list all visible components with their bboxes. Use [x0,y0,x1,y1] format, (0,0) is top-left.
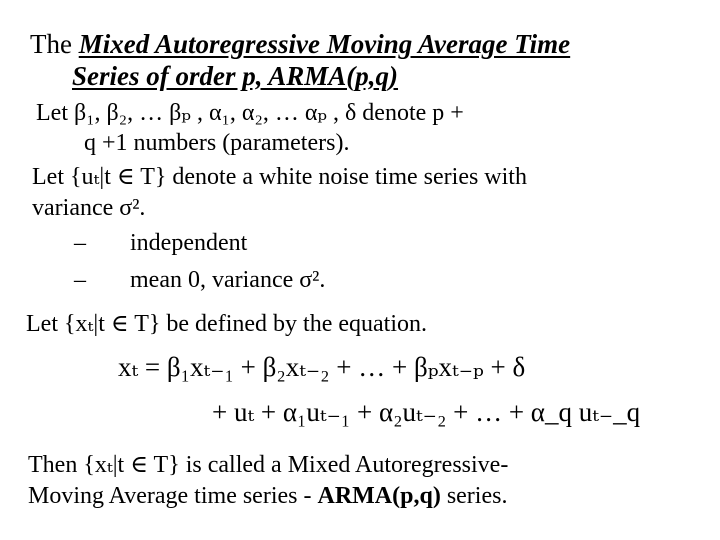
bullet-mean-text: mean 0, variance σ². [130,267,326,293]
bullet-dash: – [74,230,86,256]
definition-line: Let {xₜ|t ∈ T} be defined by the equation. [26,311,427,337]
white-noise-line-2: variance σ². [32,195,146,221]
title-line-2 [72,60,398,92]
white-noise-line-1: Let {uₜ|t ∈ T} denote a white noise time series with [32,164,527,190]
title-emphasis: Mixed Autoregressive Moving Average Time [78,29,571,59]
equation-line-1: xₜ = β₁xₜ₋₁ + β₂xₜ₋₂ + … + βₚxₜ₋ₚ + δ [118,352,526,382]
title-prefix: The [30,29,79,59]
params-line-1: Let β₁, β₂, … βₚ , α₁, α₂, … αₚ , δ denote p + [36,100,464,126]
bullet-independent-text: independent [130,230,248,256]
arma-label: ARMA(p,q) [317,483,441,509]
conclusion-line-1: Then {xₜ|t ∈ T} is called a Mixed Autoregressive- [28,452,509,478]
conclusion-post: series. [440,483,508,509]
params-line-2: q +1 numbers (parameters). [84,130,350,156]
title-emphasis-2: Series of order p, ARMA(p,q) [72,61,399,91]
title-line-1 [30,28,570,60]
equation-line-2: + uₜ + α₁uₜ₋₁ + α₂uₜ₋₂ + … + α_q uₜ₋_q [212,397,641,427]
bullet-dash: – [74,267,86,293]
conclusion-line-2 [28,481,507,511]
conclusion-pre: Moving Average time series - [28,483,318,509]
bullet-mean [74,265,86,295]
